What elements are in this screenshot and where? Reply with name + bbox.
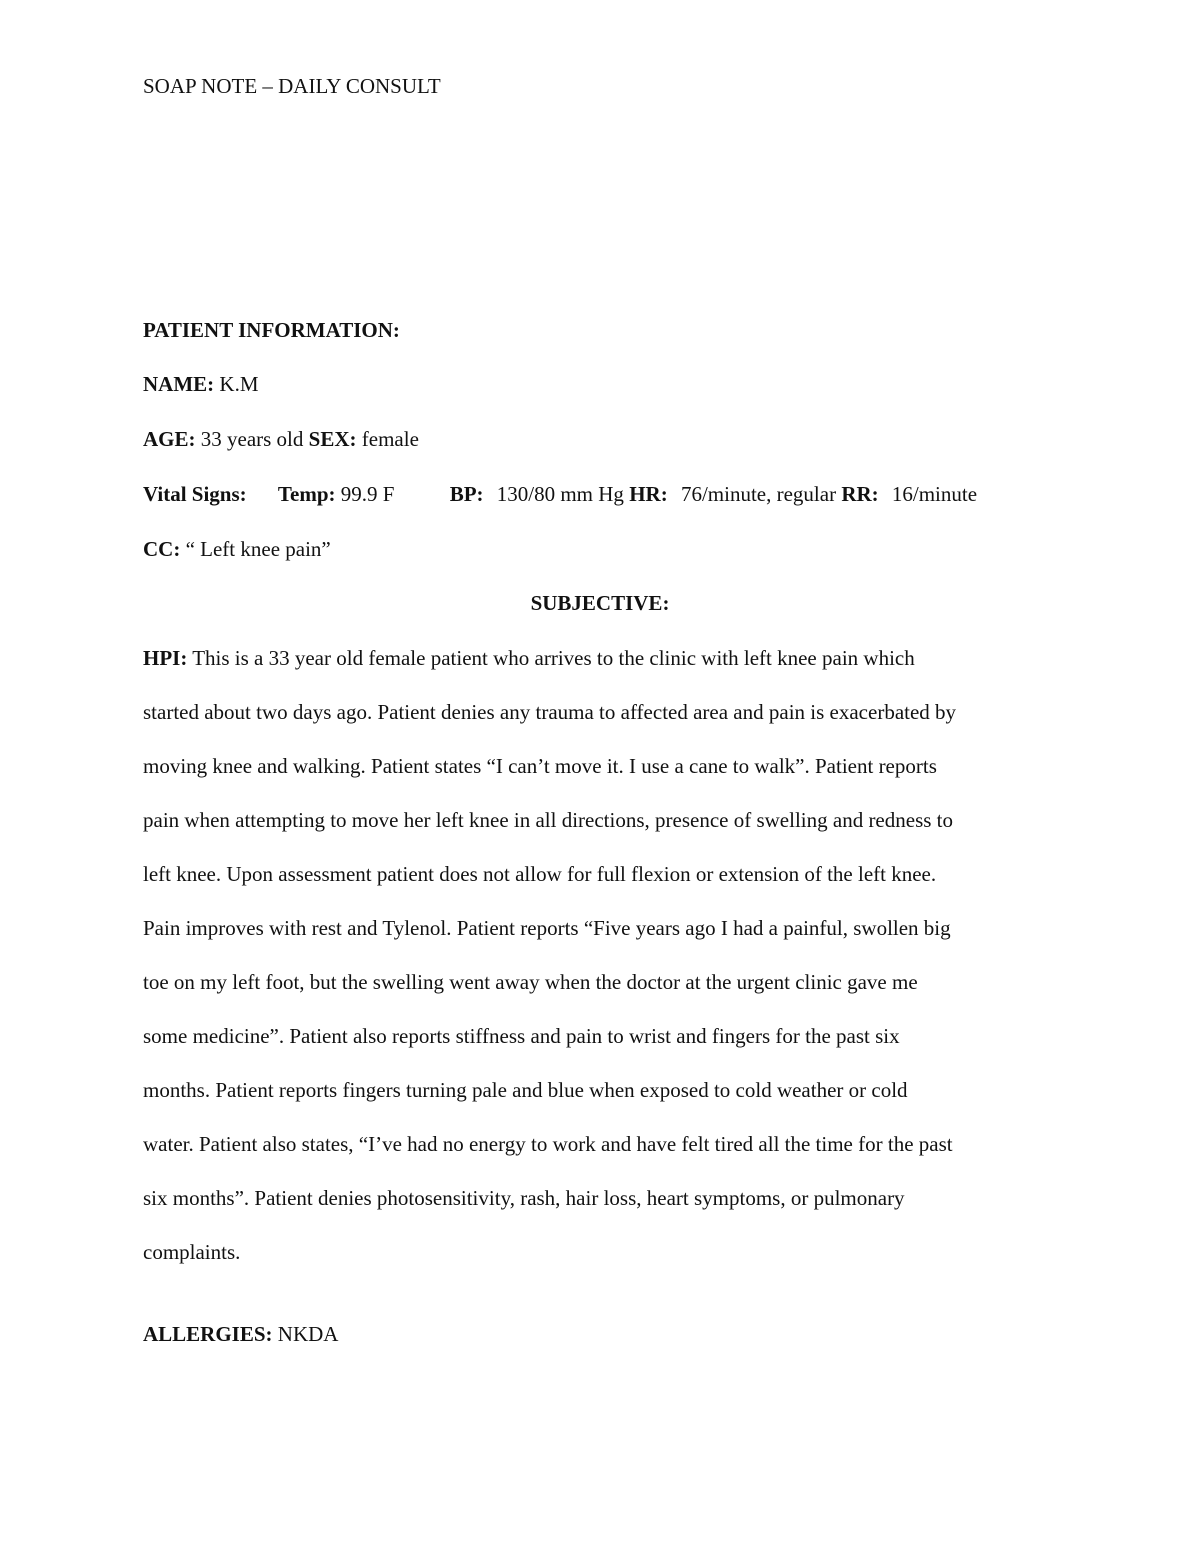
patient-age-sex-row: [143, 427, 419, 451]
hpi-line: months. Patient reports fingers turning pale and blue when exposed to cold weather or cold: [143, 1078, 908, 1102]
temp-value: 99.9 F: [340, 482, 395, 506]
hpi-line: moving knee and walking. Patient states “I can’t move it. I use a cane to walk”. Patient reports: [143, 754, 937, 778]
hpi-line: toe on my left foot, but the swelling went away when the doctor at the urgent clinic gave me: [143, 970, 918, 994]
allergies-value: NKDA: [277, 1322, 339, 1346]
chief-complaint-row: [143, 537, 331, 561]
cc-value: “ Left knee pain”: [185, 537, 331, 561]
hpi-line: complaints.: [143, 1240, 241, 1264]
hpi-text: This is a 33 year old female patient who arrives to the clinic with left knee pain which: [192, 646, 915, 670]
sex-value: female: [361, 427, 419, 451]
hpi-line: [143, 646, 1063, 700]
name-value: K.M: [219, 372, 259, 396]
subjective-heading: [0, 591, 1200, 615]
allergies-row: [143, 1322, 338, 1346]
hpi-line: water. Patient also states, “I’ve had no energy to work and have felt tired all the time for the past: [143, 1132, 953, 1156]
hpi-line: left knee. Upon assessment patient does not allow for full flexion or extension of the left knee.: [143, 862, 937, 886]
hpi-line: some medicine”. Patient also reports stiffness and pain to wrist and fingers for the past six: [143, 1024, 900, 1048]
age-label: AGE:: [143, 427, 196, 451]
hpi-line: six months”. Patient denies photosensitivity, rash, hair loss, heart symptoms, or pulmonary: [143, 1186, 905, 1210]
sex-label: SEX:: [308, 427, 357, 451]
temp-label: Temp:: [277, 482, 336, 506]
hpi-line: started about two days ago. Patient denies any trauma to affected area and pain is exacerbated by: [143, 700, 957, 724]
vital-signs-row: [143, 482, 977, 506]
hpi-paragraph: [143, 646, 1063, 1294]
document-title: SOAP NOTE – DAILY CONSULT: [143, 74, 441, 98]
subjective-heading-text: SUBJECTIVE:: [530, 591, 670, 615]
patient-information-heading: [143, 318, 400, 342]
vital-signs-label: Vital Signs:: [143, 482, 247, 506]
hr-value: 76/minute, regular: [680, 482, 837, 506]
hpi-line: pain when attempting to move her left knee in all directions, presence of swelling and redness to: [143, 808, 954, 832]
name-label: NAME:: [143, 372, 215, 396]
patient-information-heading-text: PATIENT INFORMATION:: [143, 318, 400, 342]
rr-label: RR:: [841, 482, 879, 506]
hpi-line: Pain improves with rest and Tylenol. Patient reports “Five years ago I had a painful, swollen big: [143, 916, 951, 940]
bp-value: 130/80 mm Hg: [496, 482, 624, 506]
hr-label: HR:: [629, 482, 668, 506]
cc-label: CC:: [143, 537, 181, 561]
hpi-label: HPI:: [143, 646, 188, 670]
rr-value: 16/minute: [891, 482, 978, 506]
bp-label: BP:: [449, 482, 484, 506]
allergies-label: ALLERGIES:: [143, 1322, 273, 1346]
patient-name-row: [143, 372, 259, 396]
age-value: 33 years old: [200, 427, 304, 451]
